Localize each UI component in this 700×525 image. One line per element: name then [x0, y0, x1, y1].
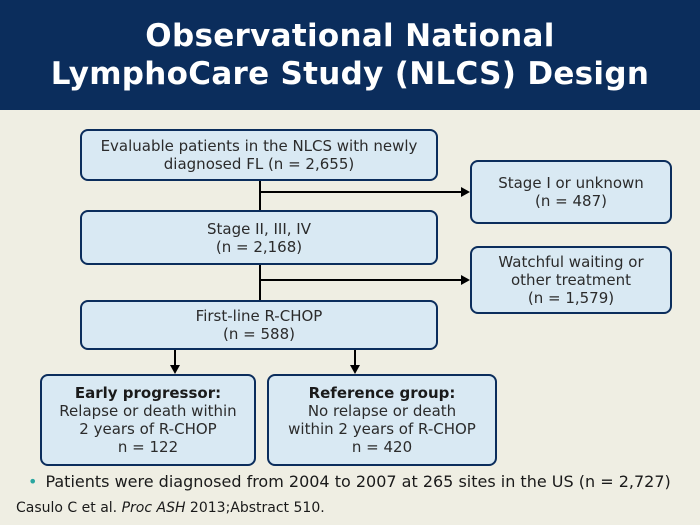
stage-2-line-1: Stage II, III, IV [207, 219, 311, 238]
early-progressor-box [40, 374, 256, 466]
citation-journal: Proc ASH [121, 500, 186, 516]
arrow-to-early [170, 365, 180, 374]
stage-1-line-1: Stage I or unknown [498, 174, 644, 192]
connector-to-watchful [259, 279, 461, 281]
footnote [28, 472, 671, 491]
stage-1-box [470, 160, 672, 224]
title-line-2: LymphoCare Study (NLCS) Design [50, 56, 650, 92]
watchful-line-2: other treatment [511, 271, 631, 289]
connector-rchop-to-early [174, 350, 176, 366]
bullet-icon: • [28, 472, 38, 491]
evaluable-line-1: Evaluable patients in the NLCS with newly [100, 137, 418, 155]
reference-line-3: n = 420 [351, 438, 413, 456]
reference-heading: Reference group: [308, 384, 456, 402]
citation [16, 500, 325, 516]
evaluable-patients-box [80, 129, 438, 181]
reference-line-2: within 2 years of R-CHOP [288, 420, 476, 438]
stage-2-line-2: (n = 2,168) [215, 237, 303, 256]
connector-evaluable-to-stage2 [259, 181, 261, 210]
arrow-to-reference [350, 365, 360, 374]
reference-line-1: No relapse or death [307, 402, 457, 420]
citation-rest: 2013;Abstract 510. [185, 500, 325, 516]
title-line-1: Observational National [145, 18, 555, 54]
arrow-to-watchful [461, 275, 470, 285]
first-line-rchop-box [80, 300, 438, 350]
reference-group-box [267, 374, 497, 466]
watchful-line-1: Watchful waiting or [498, 253, 644, 271]
stage-2-4-box [80, 210, 438, 265]
rchop-line-1: First-line R-CHOP [195, 307, 323, 325]
watchful-line-3: (n = 1,579) [527, 289, 615, 307]
early-line-2: 2 years of R-CHOP [79, 420, 217, 438]
rchop-line-2: (n = 588) [223, 325, 295, 343]
early-line-3: n = 122 [117, 438, 179, 456]
early-heading: Early progressor: [74, 384, 222, 402]
footnote-text: Patients were diagnosed from 2004 to 2007 at 265 sites in the US (n = 2,727) [45, 472, 671, 491]
connector-stage2-to-rchop [259, 265, 261, 300]
arrow-to-stage1 [461, 187, 470, 197]
title-banner [0, 0, 700, 110]
evaluable-line-2: diagnosed FL (n = 2,655) [163, 155, 355, 173]
early-line-1: Relapse or death within [59, 402, 237, 420]
stage-1-line-2: (n = 487) [535, 192, 607, 210]
connector-to-stage1 [259, 191, 461, 193]
connector-rchop-to-reference [354, 350, 356, 366]
citation-author: Casulo C et al. [16, 500, 122, 516]
watchful-waiting-box [470, 246, 672, 314]
